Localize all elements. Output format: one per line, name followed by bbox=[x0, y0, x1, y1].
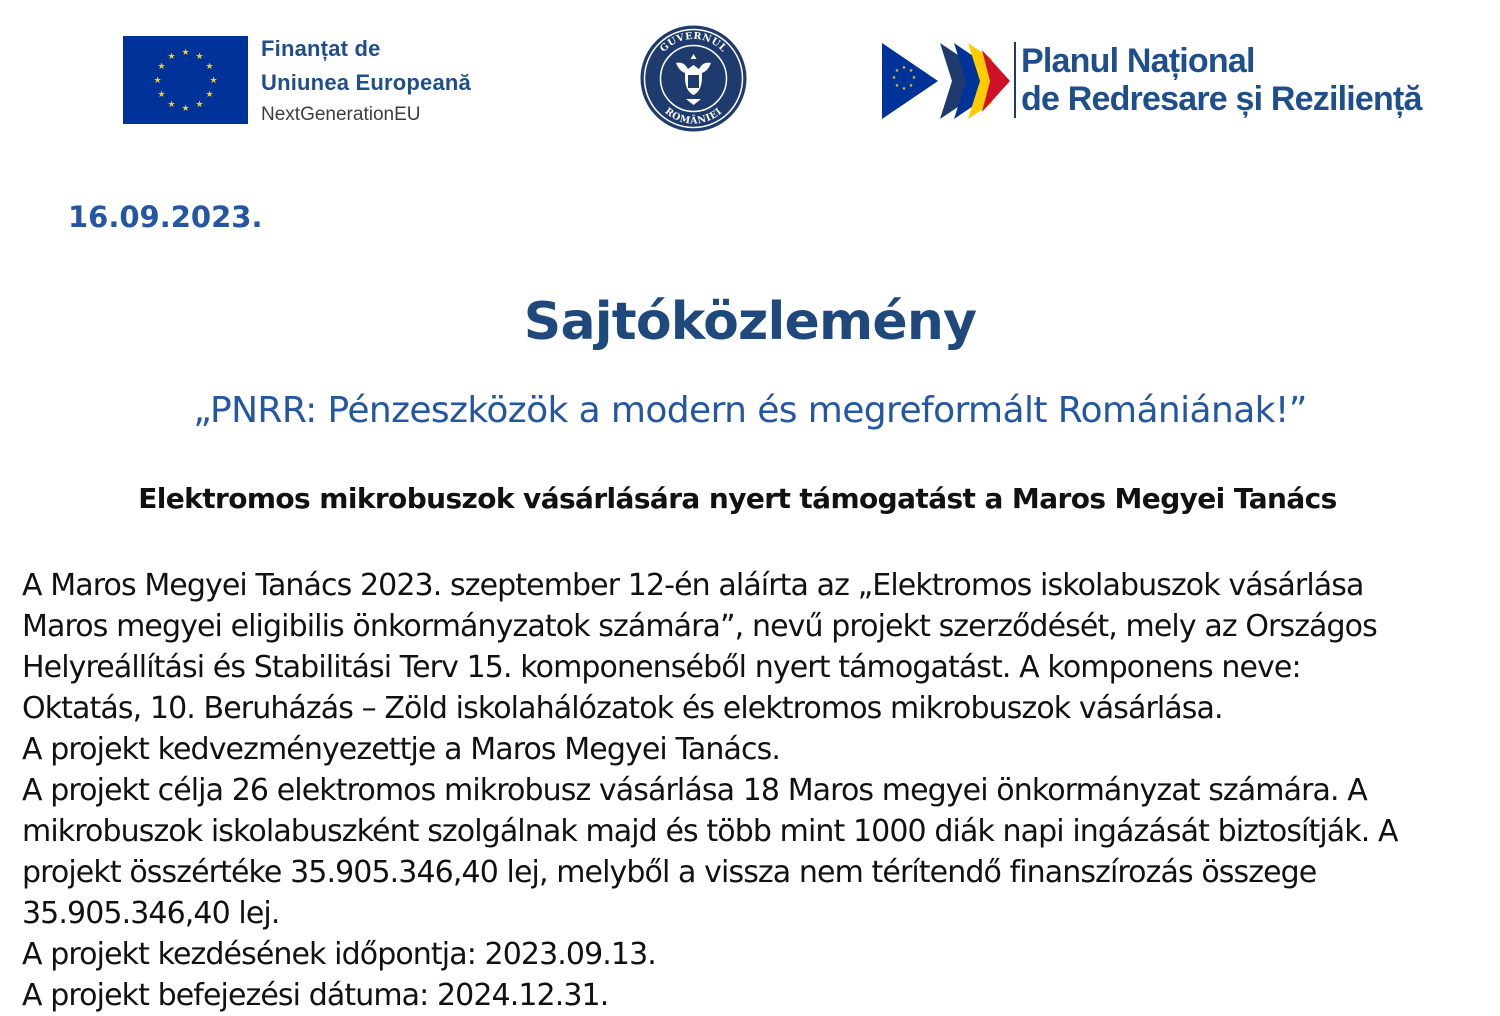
svg-text:★: ★ bbox=[157, 62, 166, 72]
body-line: 35.905.346,40 lej. bbox=[22, 896, 280, 931]
eu-funding-label bbox=[261, 32, 471, 130]
body-line: A projekt célja 26 elektromos mikrobusz vásárlása 18 Maros megyei önkormányzat számára. A bbox=[22, 773, 1367, 808]
body-line: projekt összértéke 35.905.346,40 lej, melyből a vissza nem térítendő finanszírozás összege bbox=[22, 855, 1317, 890]
body-line: A projekt kezdésének időpontja: 2023.09.13. bbox=[22, 937, 656, 972]
svg-text:★: ★ bbox=[195, 52, 204, 62]
svg-text:★: ★ bbox=[167, 100, 176, 110]
svg-text:★: ★ bbox=[157, 90, 166, 100]
document-title: Sajtóközlemény bbox=[523, 292, 977, 352]
body-line: A projekt befejezési dátuma: 2024.12.31. bbox=[22, 978, 609, 1013]
body-line: A projekt kedvezményezettje a Maros Megyei Tanács. bbox=[22, 732, 780, 767]
document-slogan: „PNRR: Pénzeszközök a modern és megreformált Romániának!” bbox=[193, 390, 1307, 431]
eu-stars-icon bbox=[123, 36, 248, 124]
svg-text:★: ★ bbox=[195, 100, 204, 110]
government-of-romania-seal-icon bbox=[638, 23, 749, 134]
pnrr-label bbox=[1021, 42, 1422, 118]
pnrr-line1: Planul Național bbox=[1021, 42, 1255, 80]
svg-text:★: ★ bbox=[911, 75, 917, 81]
svg-text:★: ★ bbox=[894, 68, 900, 74]
body-line: Oktatás, 10. Beruházás – Zöld iskolahálózatok és elektromos mikrobuszok vásárlása. bbox=[22, 691, 1223, 726]
svg-text:★: ★ bbox=[901, 65, 907, 71]
eu-funding-line2: Uniunea Europeană bbox=[261, 70, 471, 95]
eu-funding-line1: Finanțat de bbox=[261, 36, 381, 61]
body-line: mikrobuszok iskolabuszként szolgálnak majd és több mint 1000 diák napi ingázását biztosítják. A bbox=[22, 814, 1398, 849]
svg-text:★: ★ bbox=[205, 62, 214, 72]
eu-funding-line3: NextGenerationEU bbox=[261, 104, 421, 125]
document-date: 16.09.2023. bbox=[68, 200, 263, 234]
body-line: Maros megyei eligibilis önkormányzatok számára”, nevű projekt szerződését, mely az Országos bbox=[22, 609, 1377, 644]
pnrr-logo-icon bbox=[882, 43, 1010, 119]
svg-text:★: ★ bbox=[209, 76, 218, 86]
svg-text:★: ★ bbox=[153, 76, 162, 86]
svg-text:ROMÂNIEI: ROMÂNIEI bbox=[662, 105, 725, 127]
body-line: A Maros Megyei Tanács 2023. szeptember 12-én aláírta az „Elektromos iskolabuszok vásárlása bbox=[22, 568, 1364, 603]
document-subtitle: Elektromos mikrobuszok vásárlására nyert támogatást a Maros Megyei Tanács bbox=[138, 482, 1337, 515]
svg-text:★: ★ bbox=[908, 83, 914, 89]
svg-text:★: ★ bbox=[205, 90, 214, 100]
pnrr-line2: de Redresare și Reziliență bbox=[1021, 80, 1422, 118]
svg-text:GUVERNUL: GUVERNUL bbox=[658, 30, 729, 55]
svg-text:★: ★ bbox=[181, 104, 190, 114]
svg-text:★: ★ bbox=[167, 52, 176, 62]
svg-text:★: ★ bbox=[901, 86, 907, 92]
document-body bbox=[22, 565, 1492, 1016]
pnrr-divider bbox=[1014, 42, 1016, 118]
svg-text:★: ★ bbox=[894, 83, 900, 89]
svg-text:★: ★ bbox=[181, 48, 190, 58]
svg-text:★: ★ bbox=[891, 75, 897, 81]
eu-flag-icon bbox=[123, 36, 248, 124]
svg-text:★: ★ bbox=[908, 68, 914, 74]
body-line: Helyreállítási és Stabilitási Terv 15. komponenséből nyert támogatást. A komponens neve: bbox=[22, 650, 1301, 685]
